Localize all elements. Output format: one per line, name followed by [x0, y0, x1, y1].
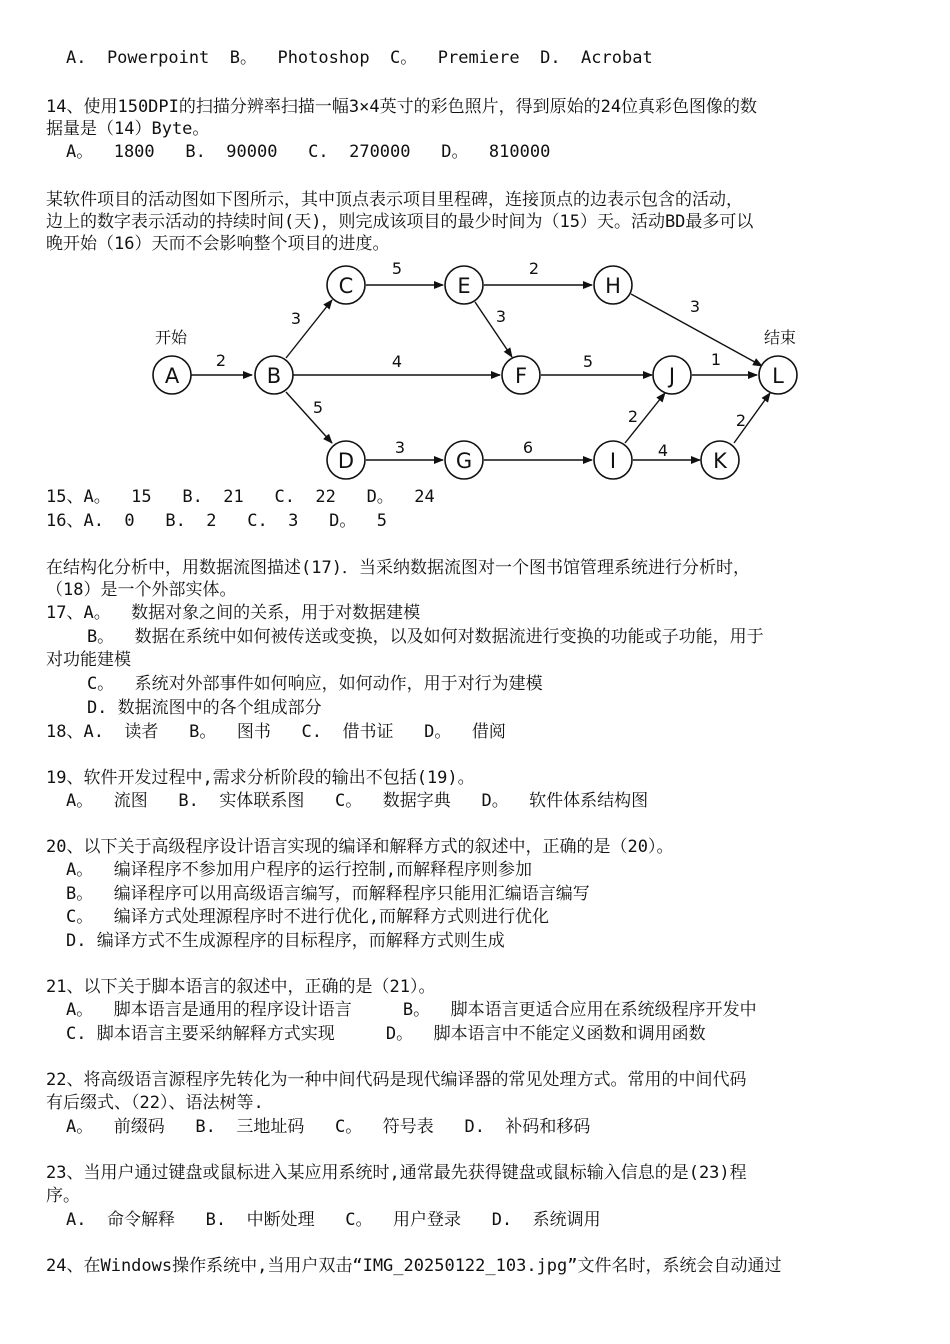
q23-stem-line1: 23、当用户通过键盘或鼠标进入某应用系统时,通常最先获得键盘或鼠标输入信息的是(23)程 [46, 1163, 747, 1183]
edge-label-DG: 3 [394, 438, 406, 457]
node-E-label: E [457, 274, 471, 298]
edge-label-GI: 6 [522, 438, 534, 457]
q17-option-a: 17、A。 数据对象之间的关系，用于对数据建模 [46, 603, 421, 623]
edge-label-HL: 3 [689, 297, 701, 316]
edge-label-EF: 3 [495, 307, 507, 326]
q22-stem-line1: 22、将高级语言源程序先转化为一种中间代码是现代编译器的常见处理方式。常用的中间代码 [46, 1070, 747, 1090]
edge-label-FJ: 5 [582, 352, 594, 371]
q14-stem-line2: 据量是（14）Byte。 [46, 119, 210, 139]
q15-options: 15、A。 15 B. 21 C. 22 D。 24 [46, 487, 435, 507]
node-G-label: G [455, 449, 473, 473]
q19-options: A。 流图 B. 实体联系图 C。 数据字典 D。 软件体系结构图 [66, 791, 649, 811]
q21-options-cd: C. 脚本语言主要采纳解释方式实现 D。 脚本语言中不能定义函数和调用函数 [66, 1024, 706, 1044]
q20-option-b: B。 编译程序可以用高级语言编写，而解释程序只能用汇编语言编写 [66, 884, 590, 904]
q24-stem-line1: 24、在Windows操作系统中,当用户双击“IMG_20250122_103.jpg”文件名时，系统会自动通过 [46, 1256, 782, 1276]
edge-label-KL: 2 [735, 411, 747, 430]
q15-stem-line2: 边上的数字表示活动的持续时间(天)，则完成该项目的最少时间为（15）天。活动BD最多可以 [46, 212, 754, 232]
q19-stem: 19、软件开发过程中,需求分析阶段的输出不包括(19)。 [46, 768, 475, 788]
edge-label-JL: 1 [710, 350, 722, 369]
node-K-label: K [713, 449, 727, 473]
q20-stem: 20、以下关于高级程序设计语言实现的编译和解释方式的叙述中，正确的是（20）。 [46, 837, 674, 857]
q21-options-ab: A。 脚本语言是通用的程序设计语言 B。 脚本语言更适合应用在系统级程序开发中 [66, 1000, 757, 1020]
q17-option-d: D. 数据流图中的各个组成部分 [46, 698, 322, 718]
q23-stem-line2: 序。 [46, 1186, 80, 1206]
edge-label-CE: 5 [391, 259, 403, 278]
q18-options: 18、A. 读者 B。 图书 C. 借书证 D。 借阅 [46, 722, 506, 742]
q20-option-d: D. 编译方式不生成源程序的目标程序，而解释方式则生成 [66, 931, 505, 951]
node-B-label: B [266, 364, 282, 388]
node-F-label: F [514, 364, 528, 388]
q23-options: A. 命令解释 B. 中断处理 C。 用户登录 D. 系统调用 [66, 1210, 601, 1230]
q17-option-b-line1: B。 数据在系统中如何被传送或变换，以及如何对数据流进行变换的功能或子功能，用于 [46, 627, 764, 647]
end-label: 结束 [763, 328, 797, 347]
edge-label-BC: 3 [290, 309, 302, 328]
q15-stem-line1: 某软件项目的活动图如下图所示，其中顶点表示项目里程碑，连接顶点的边表示包含的活动， [46, 190, 743, 210]
node-J-label: J [668, 364, 676, 388]
q20-option-c: C。 编译方式处理源程序时不进行优化,而解释方式则进行优化 [66, 907, 549, 927]
q17-stem-line2: （18）是一个外部实体。 [46, 580, 237, 600]
edge-label-BF: 4 [391, 352, 403, 371]
edge-B-D [286, 392, 332, 443]
q13-options: A. Powerpoint B。 Photoshop C。 Premiere D. Acrobat [66, 48, 653, 68]
node-L-label: L [772, 364, 784, 388]
node-I-label: I [609, 449, 617, 473]
activity-diagram [0, 0, 950, 500]
edge-label-IJ: 2 [627, 407, 639, 426]
q14-stem-line1: 14、使用150DPI的扫描分辨率扫描一幅3×4英寸的彩色照片，得到原始的24位真彩色图像的数 [46, 97, 758, 117]
node-C-label: C [338, 274, 354, 298]
q17-stem-line1: 在结构化分析中，用数据流图描述(17)．当采纳数据流图对一个图书馆管理系统进行分析时， [46, 558, 750, 578]
edge-label-EH: 2 [528, 259, 540, 278]
edge-E-F [475, 302, 512, 357]
q22-options: A。 前缀码 B. 三地址码 C。 符号表 D. 补码和移码 [66, 1117, 591, 1137]
edge-label-BD: 5 [312, 398, 324, 417]
start-label: 开始 [154, 328, 188, 347]
node-A-label: A [164, 364, 180, 388]
q16-options: 16、A. 0 B. 2 C. 3 D。 5 [46, 511, 388, 531]
node-D-label: D [337, 449, 355, 473]
q14-options: A。 1800 B. 90000 C. 270000 D。 810000 [66, 142, 551, 162]
q21-stem: 21、以下关于脚本语言的叙述中，正确的是（21）。 [46, 977, 436, 997]
q17-option-c: C。 系统对外部事件如何响应，如何动作，用于对行为建模 [46, 674, 543, 694]
node-H-label: H [605, 274, 621, 298]
edge-label-IK: 4 [657, 441, 669, 460]
edge-label-AB: 2 [215, 351, 227, 370]
q20-option-a: A。 编译程序不参加用户程序的运行控制,而解释程序则参加 [66, 860, 532, 880]
q17-option-b-line2: 对功能建模 [46, 650, 131, 670]
q15-stem-line3: 晚开始（16）天而不会影响整个项目的进度。 [46, 234, 390, 254]
q22-stem-line2: 有后缀式、（22）、语法树等. [46, 1093, 264, 1113]
